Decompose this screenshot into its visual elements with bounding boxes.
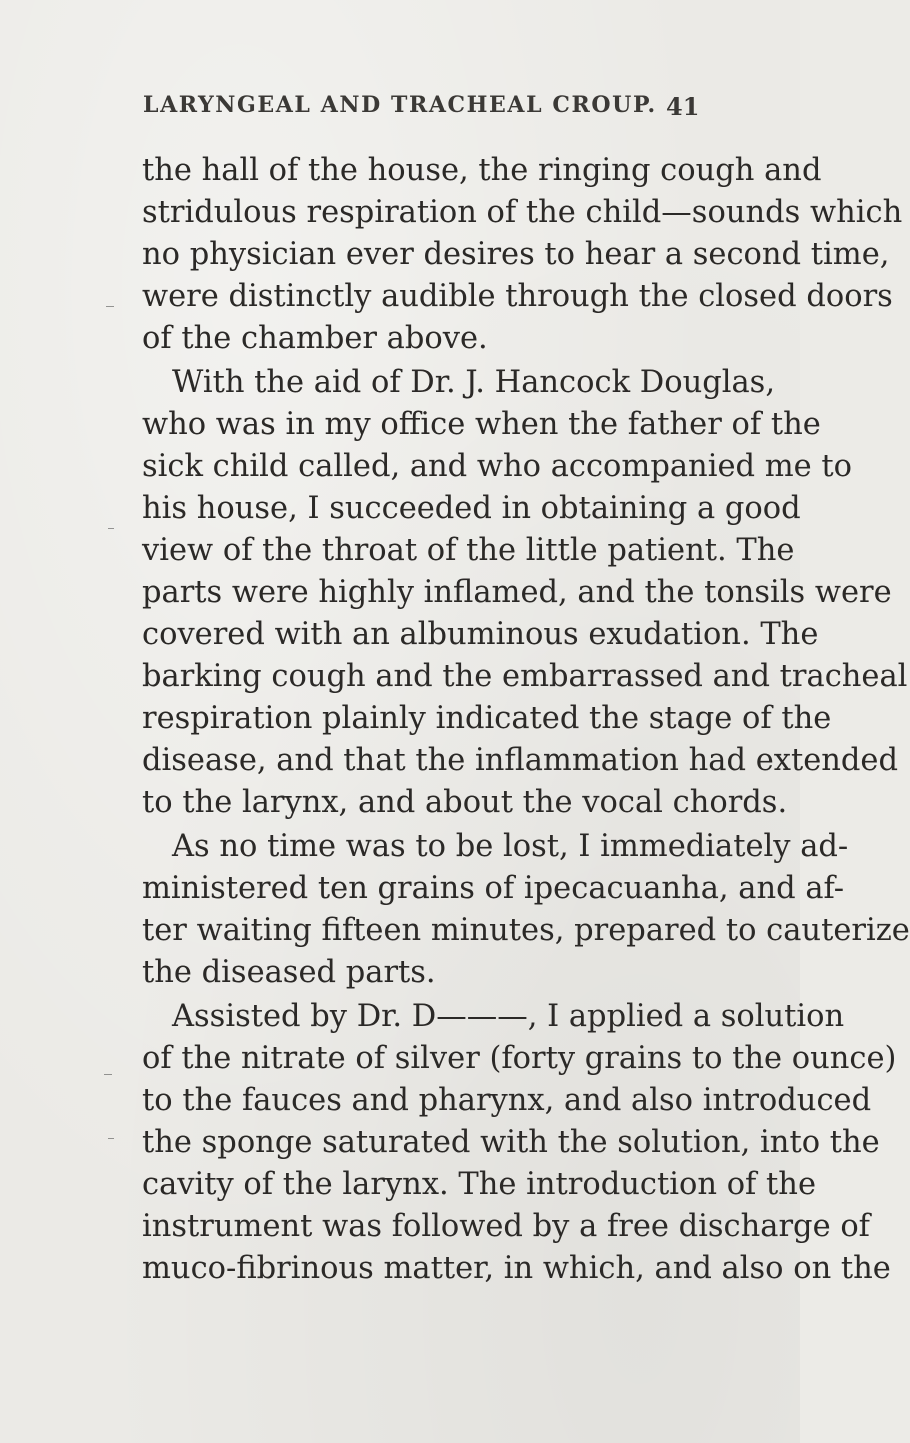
text-line: barking cough and the embarrassed and tracheal bbox=[142, 659, 908, 694]
text-line: respiration plainly indicated the stage of the bbox=[142, 701, 832, 736]
margin-mark bbox=[108, 1138, 114, 1139]
text-line: who was in my office when the father of the bbox=[142, 407, 821, 442]
text-line: view of the throat of the little patient. The bbox=[142, 533, 795, 568]
margin-mark bbox=[104, 1074, 112, 1075]
text-line: cavity of the larynx. The introduction of the bbox=[142, 1167, 816, 1202]
text-line: of the chamber above. bbox=[142, 321, 488, 356]
text-line: covered with an albuminous exudation. The bbox=[142, 617, 819, 652]
text-line: sick child called, and who accompanied me to bbox=[142, 449, 853, 484]
text-line: to the larynx, and about the vocal chords. bbox=[142, 785, 788, 820]
text-line: the diseased parts. bbox=[142, 955, 436, 990]
text-line: the hall of the house, the ringing cough and bbox=[142, 153, 822, 188]
text-line: muco-fibrinous matter, in which, and also on the bbox=[142, 1251, 891, 1286]
text-line: Assisted by Dr. D———, I applied a solution bbox=[172, 999, 845, 1034]
running-head bbox=[0, 92, 800, 132]
text-line: no physician ever desires to hear a second time, bbox=[142, 237, 890, 272]
text-line: disease, and that the inflammation had extended bbox=[142, 743, 898, 778]
text-line: of the nitrate of silver (forty grains to the ounce) bbox=[142, 1041, 897, 1076]
text-line: ter waiting fifteen minutes, prepared to cauterize bbox=[142, 913, 910, 948]
text-line: With the aid of Dr. J. Hancock Douglas, bbox=[172, 365, 776, 400]
margin-mark bbox=[106, 306, 114, 307]
text-line: ministered ten grains of ipecacuanha, and af- bbox=[142, 871, 845, 906]
text-line: the sponge saturated with the solution, into the bbox=[142, 1125, 880, 1160]
text-line: parts were highly inflamed, and the tonsils were bbox=[142, 575, 892, 610]
text-line: were distinctly audible through the closed doors bbox=[142, 279, 893, 314]
text-line: to the fauces and pharynx, and also introduced bbox=[142, 1083, 872, 1118]
running-title: LARYNGEAL AND TRACHEAL CROUP. bbox=[143, 92, 657, 118]
text-line: instrument was followed by a free discharge of bbox=[142, 1209, 870, 1244]
margin-mark bbox=[108, 528, 114, 529]
page-number: 41 bbox=[666, 92, 700, 121]
text-line: his house, I succeeded in obtaining a good bbox=[142, 491, 801, 526]
text-line: stridulous respiration of the child—sounds which bbox=[142, 195, 903, 230]
text-line: As no time was to be lost, I immediately ad- bbox=[172, 829, 849, 864]
